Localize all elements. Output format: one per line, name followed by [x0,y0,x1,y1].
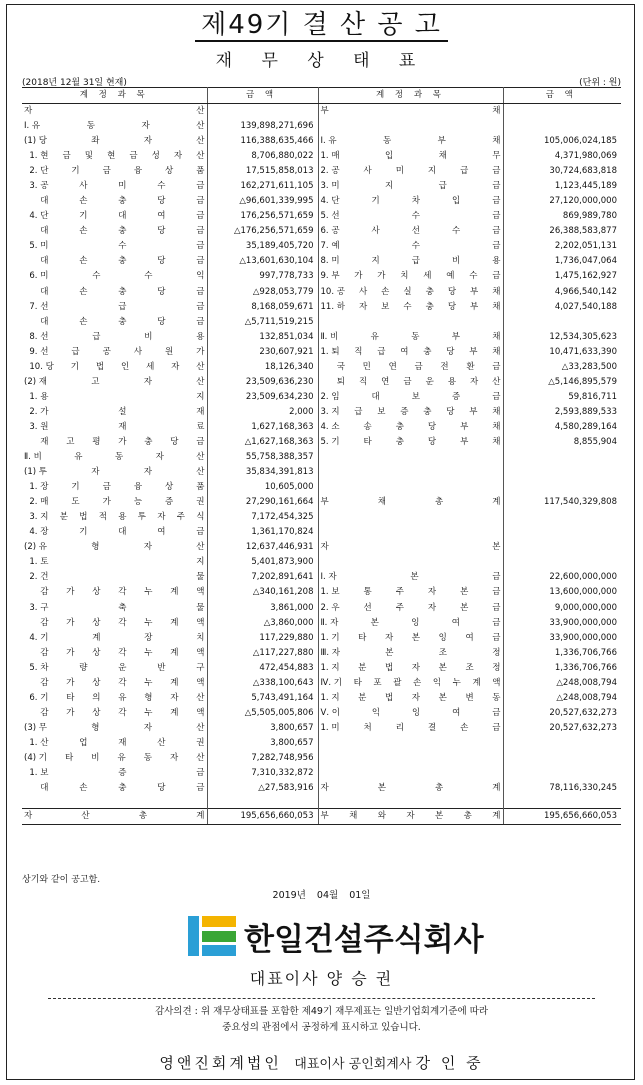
table-row [22,360,621,375]
spacer-row [22,796,621,808]
liability-equity-item-label: 8. 미 지 급 비 용 [318,254,503,269]
liability-equity-amount [503,465,621,480]
liability-equity-item-label: 1. 기 타 자 본 잉 여 금 [318,631,503,646]
table-header-row [22,88,621,104]
asset-amount: 8,706,880,022 [207,149,318,164]
asset-amount: △338,100,643 [207,676,318,691]
asset-amount: 230,607,921 [207,345,318,360]
asset-amount: △340,161,208 [207,585,318,600]
liability-equity-amount: 22,600,000,000 [549,572,617,583]
asset-item-label: Ⅱ. 비 유 동 자 산 [22,450,207,465]
asset-item-label: 대 손 충 당 금 [22,254,207,269]
liability-equity-amount [503,119,621,134]
liability-equity-amount: 1,475,162,927 [554,271,617,282]
asset-amount: △5,711,519,215 [207,315,318,330]
liability-equity-item-label: 4. 단 기 차 입 금 [318,194,503,209]
liability-equity-amount: 33,900,000,000 [549,617,617,628]
header-item-left: 계 정 과 목 [22,88,207,104]
table-row [22,330,621,345]
table-row [22,691,621,706]
liability-equity-item-label [318,736,503,751]
liability-equity-amount: 13,600,000,000 [549,587,617,598]
asset-item-label: 3. 원 재 료 [22,420,207,435]
header-item-right: 계 정 과 목 [318,88,503,104]
liability-equity-item-label [318,465,503,480]
header-amount-right: 금 액 [503,88,621,104]
liability-equity-amount [503,104,621,120]
asset-item-label: 6. 기 타 의 유 형 자 산 [22,691,207,706]
table-row [22,676,621,691]
liability-equity-item-label: 국 민 연 금 전 환 금 [318,360,503,375]
asset-item-label: 4. 장 기 대 여 금 [22,525,207,540]
ceo-name: 대표이사 양 승 권 [249,969,394,988]
liability-equity-item-label: Ⅰ. 유 동 부 채 [318,134,503,149]
liability-equity-amount: △248,008,794 [556,677,617,688]
asset-amount: △176,256,571,659 [207,224,318,239]
asset-amount: 5,743,491,164 [207,691,318,706]
liability-equity-amount: 1,736,047,064 [554,256,617,267]
asset-amount: △117,227,880 [207,646,318,661]
asset-amount: 7,310,332,872 [207,766,318,781]
asset-item-label: 9. 선 급 공 사 원 가 [22,345,207,360]
asset-item-label: 3. 구 축 물 [22,601,207,616]
audit-opinion-line1: 감사의견 : 위 재무상태표를 포함한 제49기 재무제표는 일반기업회계기준에 따라 [154,1006,489,1017]
asset-item-label: 재 고 평 가 충 당 금 [22,435,207,450]
table-row [22,570,621,585]
table-row [22,480,621,495]
table-row [22,134,621,149]
audit-opinion [0,1004,643,1036]
table-row [22,420,621,435]
table-row [22,435,621,450]
asset-item-label: Ⅰ. 유 동 자 산 [22,119,207,134]
asset-amount: 139,898,271,696 [207,119,318,134]
notice-note: 상기와 같이 공고함. [22,875,101,885]
liability-equity-amount: 4,580,289,164 [554,421,617,432]
asset-amount: △13,601,630,104 [207,254,318,269]
liability-equity-item-label: 3. 미 지 급 금 [318,179,503,194]
liability-equity-item-label [318,525,503,540]
liability-equity-item-label: 부 채 총 계 [318,495,503,510]
asset-item-label: 대 손 충 당 금 [22,194,207,209]
asset-amount: △96,601,339,995 [207,194,318,209]
asset-amount: 3,800,657 [207,721,318,736]
asset-amount: 35,834,391,813 [207,465,318,480]
liability-equity-item-label: 4. 소 송 충 당 부 채 [318,420,503,435]
table-row [22,285,621,300]
asset-item-label: 1. 토 지 [22,555,207,570]
asset-amount: 23,509,634,230 [207,390,318,405]
asset-item-label: 1. 보 증 금 [22,766,207,781]
liability-equity-amount: 869,989,780 [562,211,617,222]
liability-equity-item-label: Ⅳ. 기 타 포 괄 손 익 누 계 액 [318,676,503,691]
asset-amount: 55,758,388,357 [207,450,318,465]
total-assets-amount: 195,656,660,053 [207,808,318,824]
table-row [22,585,621,600]
asset-amount: △5,505,005,806 [207,706,318,721]
liability-equity-item-label: 1. 미 처 리 결 손 금 [318,721,503,736]
table-row [22,209,621,224]
asset-amount: 117,229,880 [207,631,318,646]
liability-equity-item-label: 자 본 [318,540,503,555]
liability-equity-amount: 4,371,980,069 [554,151,617,162]
asset-amount: 17,515,858,013 [207,164,318,179]
asset-amount: 997,778,733 [207,269,318,284]
liability-equity-item-label [318,450,503,465]
liability-equity-item-label [318,119,503,134]
table-row [22,224,621,239]
table-row [22,375,621,390]
asset-item-label: 감 가 상 각 누 계 액 [22,616,207,631]
asset-item-label: (1) 당 좌 자 산 [22,134,207,149]
liability-equity-item-label: 자 본 총 계 [318,781,503,796]
asset-item-label: 7. 선 급 금 [22,300,207,315]
liability-equity-item-label: 1. 매 입 채 무 [318,149,503,164]
liability-equity-item-label [318,315,503,330]
table-row [22,450,621,465]
asset-amount: 162,271,611,105 [207,179,318,194]
liability-equity-item-label: Ⅱ. 비 유 동 부 채 [318,330,503,345]
liability-equity-item-label: 3. 지 급 보 증 충 당 부 채 [318,405,503,420]
liability-equity-item-label: 1. 지 분 법 자 본 조 정 [318,661,503,676]
asset-item-label: 대 손 충 당 금 [22,315,207,330]
table-row [22,405,621,420]
table-row [22,194,621,209]
asset-amount: 8,168,059,671 [207,300,318,315]
liability-equity-item-label: 11. 하 자 보 수 충 당 부 채 [318,300,503,315]
liability-equity-amount: 33,900,000,000 [549,632,617,643]
table-row [22,149,621,164]
liability-equity-amount: 1,336,706,766 [554,647,617,658]
liability-equity-item-label: 10. 공 사 손 실 충 당 부 채 [318,285,503,300]
liability-equity-amount: 30,724,683,818 [549,166,617,177]
liability-equity-amount: 4,027,540,188 [554,301,617,312]
asset-item-label: 1. 현 금 및 현 금 성 자 산 [22,149,207,164]
liability-equity-item-label: 2. 임 대 보 증 금 [318,390,503,405]
liability-equity-amount: △5,146,895,579 [548,376,617,387]
asset-amount: 3,861,000 [207,601,318,616]
table-row [22,495,621,510]
auditor-firm: 영앤진회계법인 [159,1054,282,1072]
table-row [22,751,621,766]
asset-item-label: 대 손 충 당 금 [22,781,207,796]
liability-equity-amount: 59,816,711 [568,391,617,402]
table-row [22,119,621,134]
asset-item-label: 3. 공 사 미 수 금 [22,179,207,194]
total-assets-label: 자 산 총 계 [22,808,207,824]
liability-equity-amount [503,736,621,751]
table-row [22,254,621,269]
asset-item-label: 1. 산 업 재 산 권 [22,736,207,751]
table-row [22,104,621,120]
asset-item-label: 8. 선 급 비 용 [22,330,207,345]
total-liabilities-equity-label: 부 채 와 자 본 총 계 [318,808,503,824]
asset-amount: △1,627,168,363 [207,435,318,450]
liability-equity-amount [503,315,621,330]
company-logo-mark-icon [188,916,236,956]
liability-equity-item-label [318,510,503,525]
asset-item-label: (2) 재 고 자 산 [22,375,207,390]
asset-item-label: 자 산 [22,104,207,120]
table-body [22,104,621,825]
table-row [22,736,621,751]
asset-item-label: 10. 당 기 법 인 세 자 산 [22,360,207,375]
asset-item-label: 4. 기 계 장 치 [22,631,207,646]
asset-amount: △928,053,779 [207,285,318,300]
asset-item-label: 대 손 충 당 금 [22,224,207,239]
liability-equity-item-label: 2. 우 선 주 자 본 금 [318,601,503,616]
asset-amount: 1,627,168,363 [207,420,318,435]
asset-amount: 7,172,454,325 [207,510,318,525]
asset-item-label: (4) 기 타 비 유 동 자 산 [22,751,207,766]
asset-item-label: 2. 건 물 [22,570,207,585]
table-row [22,661,621,676]
liability-equity-amount: 8,855,904 [573,437,617,447]
liability-equity-amount [503,525,621,540]
asset-item-label: 5. 차 량 운 반 구 [22,661,207,676]
table-row [22,781,621,796]
liability-equity-amount: 1,336,706,766 [554,662,617,673]
liability-equity-item-label: 7. 예 수 금 [318,239,503,254]
liability-equity-amount: 9,000,000,000 [554,602,617,613]
liability-equity-item-label [318,751,503,766]
liability-equity-amount [503,510,621,525]
asset-amount: 472,454,883 [207,661,318,676]
company-logo [188,914,484,958]
table-row [22,540,621,555]
total-liabilities-equity-amount: 195,656,660,053 [503,808,621,824]
liability-equity-item-label [318,555,503,570]
asset-item-label: 2. 매 도 가 능 증 권 [22,495,207,510]
liability-equity-item-label: 5. 선 수 금 [318,209,503,224]
liability-equity-item-label [318,480,503,495]
liability-equity-item-label [318,766,503,781]
liability-equity-item-label: 1. 지 분 법 자 본 변 동 [318,691,503,706]
liability-equity-amount: 12,534,305,623 [549,331,617,342]
liability-equity-amount: 2,593,889,533 [554,406,617,417]
table-row [22,390,621,405]
table-row [22,616,621,631]
liability-equity-amount: 78,116,330,245 [549,783,617,794]
auditor-title: 대표이사 공인회계사 [294,1057,412,1072]
balance-sheet-table [22,87,621,825]
asset-item-label: (2) 유 형 자 산 [22,540,207,555]
liability-equity-item-label: 6. 공 사 선 수 금 [318,224,503,239]
asset-item-label: 감 가 상 각 누 계 액 [22,646,207,661]
liability-equity-amount: 105,006,024,185 [543,136,617,147]
table-row [22,601,621,616]
asset-item-label: 5. 미 수 금 [22,239,207,254]
liability-equity-item-label: Ⅰ. 자 본 금 [318,570,503,585]
liability-equity-item-label: Ⅴ. 이 익 잉 여 금 [318,706,503,721]
liability-equity-amount: 1,123,445,189 [554,181,617,192]
asset-item-label: 감 가 상 각 누 계 액 [22,676,207,691]
company-name: 한일건설주식회사 [244,921,484,958]
liability-equity-item-label: 1. 보 통 주 자 본 금 [318,585,503,600]
liability-equity-amount [503,751,621,766]
asset-item-label: 1. 용 지 [22,390,207,405]
liability-equity-item-label: 2. 공 사 미 지 급 금 [318,164,503,179]
liability-equity-amount: 20,527,632,273 [549,707,617,718]
table-row [22,239,621,254]
asset-amount: 5,401,873,900 [207,555,318,570]
liability-equity-amount [503,450,621,465]
asset-amount: 7,202,891,641 [207,570,318,585]
notice-title: 제49기 결 산 공 고 [0,10,643,40]
table-row [22,269,621,284]
liability-equity-amount: 26,388,583,877 [549,226,617,237]
asset-item-label: (1) 투 자 자 산 [22,465,207,480]
liability-equity-amount: 4,966,540,142 [554,286,617,297]
asset-amount: 132,851,034 [207,330,318,345]
liability-equity-amount: △33,283,500 [561,361,617,372]
asset-amount: 23,509,636,230 [207,375,318,390]
liability-equity-amount: 10,471,633,390 [549,346,617,357]
table-row [22,706,621,721]
report-date: (2018년 12월 31일 현재) [22,78,127,88]
statement-subtitle: 재 무 상 태 표 [215,51,428,71]
liability-equity-amount: △248,008,794 [556,692,617,703]
liability-equity-item-label: 부 채 [318,104,503,120]
table-row [22,179,621,194]
asset-item-label: 감 가 상 각 누 계 액 [22,706,207,721]
notice-date: 2019년 04월 01일 [272,890,371,901]
table-row [22,315,621,330]
asset-item-label: 3. 지 분 법 적 용 투 자 주 식 [22,510,207,525]
asset-item-label: 2. 가 설 재 [22,405,207,420]
liability-equity-amount [503,480,621,495]
table-row [22,721,621,736]
header-amount-left: 금 액 [207,88,318,104]
table-row [22,345,621,360]
liability-equity-item-label: 9. 부 가 가 치 세 예 수 금 [318,269,503,284]
asset-amount: 7,282,748,956 [207,751,318,766]
currency-unit: (단위 : 원) [579,78,621,88]
asset-amount [207,104,318,120]
table-row [22,510,621,525]
liability-equity-item-label: Ⅱ. 자 본 잉 여 금 [318,616,503,631]
divider [48,998,595,999]
table-row [22,465,621,480]
asset-item-label: 6. 미 수 수 익 [22,269,207,284]
liability-equity-amount [503,766,621,781]
table-row [22,766,621,781]
table-row [22,300,621,315]
auditor-name: 강 인 중 [415,1054,484,1072]
audit-opinion-line2: 중요성의 관점에서 공정하게 표시하고 있습니다. [222,1022,421,1033]
liability-equity-amount [503,555,621,570]
liability-equity-amount: 20,527,632,273 [549,722,617,733]
asset-amount: 10,605,000 [207,480,318,495]
liability-equity-amount: 27,120,000,000 [549,196,617,207]
asset-amount: △27,583,916 [207,781,318,796]
asset-amount: 12,637,446,931 [207,540,318,555]
liability-equity-amount [503,540,621,555]
totals-row [22,808,621,824]
liability-equity-item-label: Ⅲ. 자 본 조 정 [318,646,503,661]
asset-amount: 176,256,571,659 [207,209,318,224]
asset-item-label: 2. 단 기 금 융 상 품 [22,164,207,179]
table-row [22,631,621,646]
liability-equity-amount: 2,202,051,131 [554,241,617,252]
table-row [22,646,621,661]
asset-item-label: 대 손 충 당 금 [22,285,207,300]
asset-amount: 116,388,635,466 [207,134,318,149]
asset-amount: 1,361,170,824 [207,525,318,540]
asset-amount: 3,800,657 [207,736,318,751]
asset-amount: 18,126,340 [207,360,318,375]
auditor-signature [0,1052,643,1073]
liability-equity-item-label: 5. 기 타 충 당 부 채 [318,435,503,450]
table-row [22,525,621,540]
asset-amount: 2,000 [207,405,318,420]
asset-amount: △3,860,000 [207,616,318,631]
table-row [22,555,621,570]
table-row [22,164,621,179]
asset-item-label: (3) 무 형 자 산 [22,721,207,736]
asset-amount: 27,290,161,664 [207,495,318,510]
liability-equity-amount: 117,540,329,808 [543,497,617,508]
liability-equity-item-label: 1. 퇴 직 급 여 충 당 부 채 [318,345,503,360]
asset-item-label: 4. 단 기 대 여 금 [22,209,207,224]
asset-amount: 35,189,405,720 [207,239,318,254]
asset-item-label: 1. 장 기 금 융 상 품 [22,480,207,495]
liability-equity-item-label: 퇴 직 연 금 운 용 자 산 [318,375,503,390]
asset-item-label: 감 가 상 각 누 계 액 [22,585,207,600]
